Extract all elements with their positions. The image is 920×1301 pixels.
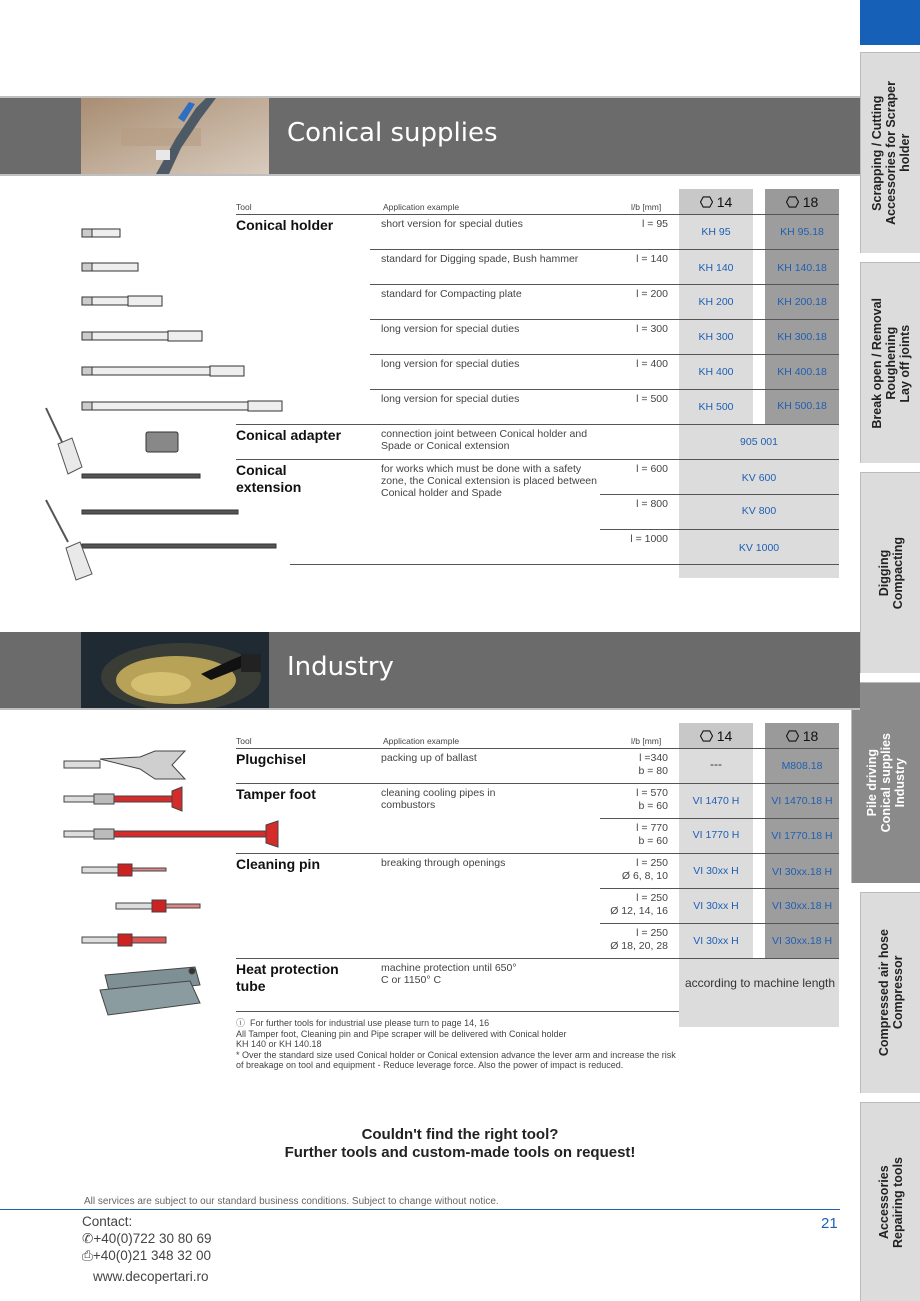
- note-line: For further tools for industrial use please turn to page 14, 16: [250, 1018, 490, 1028]
- code-heat: according to machine length: [684, 976, 836, 990]
- conical-photo: [81, 98, 269, 174]
- hexagon-icon: [700, 730, 713, 742]
- phone-row: [82, 1231, 212, 1247]
- tool-heat-protection-tube: Heat protection tube: [236, 961, 339, 994]
- conical-tools-illustration: [40, 222, 290, 582]
- application-text: breaking through openings: [381, 857, 506, 869]
- column-merged-bg: [753, 958, 839, 1027]
- top-blue-tab: [860, 0, 920, 45]
- divider: [0, 708, 860, 710]
- length-value: l = 400: [636, 358, 668, 370]
- row-line: [600, 818, 839, 819]
- disclaimer: All services are subject to our standard business conditions. Subject to change without notice.: [84, 1196, 499, 1207]
- column-14-bg: [679, 189, 753, 578]
- row-line: [370, 319, 839, 320]
- row-line: [236, 1011, 679, 1012]
- diameter-value: Ø 6, 8, 10: [621, 870, 668, 882]
- row-line: [236, 214, 839, 215]
- code-18: KH 400.18: [777, 366, 827, 378]
- length-value: l = 250: [636, 927, 668, 939]
- tool-cleaning-pin: Cleaning pin: [236, 856, 320, 872]
- tab-scrapping[interactable]: Scrapping / Cutting Accessories for Scraper holder: [860, 52, 920, 253]
- code-18: KH 500.18: [777, 400, 827, 412]
- row-line: [236, 853, 839, 854]
- phone-icon: ✆: [82, 1231, 94, 1246]
- application-text: for works which must be done with a safety zone, the Conical extension is placed between Conical holder and Spade: [381, 463, 597, 499]
- code-extension: KV 600: [741, 472, 777, 484]
- section-title: Conical supplies: [287, 118, 498, 148]
- code-18: VI 1770.18 H: [771, 830, 833, 842]
- code-18: VI 30xx.18 H: [771, 935, 833, 947]
- header-tool: Tool: [236, 736, 252, 746]
- width-value: b = 60: [638, 835, 668, 847]
- code-14: VI 1470 H: [692, 795, 740, 807]
- row-line: [370, 249, 839, 250]
- tab-compressed-air[interactable]: Compressed air hose Compressor: [860, 892, 920, 1093]
- code-18: KH 140.18: [777, 262, 827, 274]
- length-value: l = 500: [636, 393, 668, 405]
- info-icon: ⓘ: [236, 1018, 246, 1028]
- tab-accessories[interactable]: Accessories Repairing tools: [860, 1102, 920, 1301]
- header-length: l/b [mm]: [631, 202, 662, 212]
- fax-icon: ⎙: [82, 1248, 93, 1263]
- application-text: long version for special duties: [381, 393, 520, 405]
- tab-pile-driving[interactable]: Pile driving Conical supplies Industry: [851, 682, 920, 883]
- row-line: [370, 284, 839, 285]
- code-extension: KV 1000: [738, 542, 780, 554]
- length-value: l = 1000: [630, 533, 668, 545]
- section-banner-conical: [0, 98, 860, 174]
- diameter-value: Ø 18, 20, 28: [610, 940, 668, 952]
- code-18: VI 30xx.18 H: [771, 900, 833, 912]
- header-tool: Tool: [236, 202, 252, 212]
- column-header-18: 18: [765, 189, 839, 215]
- application-text: standard for Compacting plate: [381, 288, 522, 300]
- note-line: All Tamper foot, Cleaning pin and Pipe scraper will be delivered with Conical holder: [236, 1028, 567, 1039]
- row-line: [236, 424, 839, 425]
- width-value: b = 60: [638, 800, 668, 812]
- industry-tools-illustration: [60, 745, 280, 1020]
- industry-photo: [81, 632, 269, 708]
- application-text: long version for special duties: [381, 358, 520, 370]
- column-header-14: 14: [679, 189, 753, 215]
- application-text: packing up of ballast: [381, 752, 477, 764]
- application-text: long version for special duties: [381, 323, 520, 335]
- code-14: VI 30xx H: [693, 900, 739, 912]
- header-application: Application example: [383, 202, 460, 212]
- tool-conical-extension: Conical extension: [236, 462, 302, 495]
- code-adapter: 905 001: [740, 436, 778, 448]
- length-value: l = 800: [636, 498, 668, 510]
- code-14: KH 95: [701, 226, 731, 238]
- row-line: [236, 748, 839, 749]
- section-title: Industry: [287, 652, 394, 682]
- code-14: KH 200: [698, 296, 734, 308]
- row-line: [600, 923, 839, 924]
- length-value: l =340: [639, 752, 668, 764]
- tab-break-open[interactable]: Break open / Removal Roughening Lay off joints: [860, 262, 920, 463]
- row-line: [290, 564, 839, 565]
- fax-number: +40(0)21 348 32 00: [92, 1248, 212, 1263]
- tool-conical-adapter: Conical adapter: [236, 427, 342, 443]
- tool-conical-holder: Conical holder: [236, 217, 334, 233]
- application-text: connection joint between Conical holder and Spade or Conical extension: [381, 428, 588, 452]
- column-header-14: 14: [679, 723, 753, 749]
- website-link[interactable]: www.decopertari.ro: [93, 1269, 209, 1284]
- length-value: l = 300: [636, 323, 668, 335]
- application-text: short version for special duties: [381, 218, 523, 230]
- footer-divider: [0, 1209, 840, 1210]
- page-number: 21: [821, 1215, 838, 1232]
- code-18: VI 1470.18 H: [771, 795, 833, 807]
- length-value: l = 95: [642, 218, 668, 230]
- code-14: VI 30xx H: [693, 865, 739, 877]
- note-line: KH 140 or KH 140.18: [236, 1039, 322, 1049]
- length-value: l = 200: [636, 288, 668, 300]
- code-14: KH 500: [698, 401, 734, 413]
- note-line: * Over the standard size used Conical holder or Conical extension advance the lever arm and increase the risk of breakage on tool and equipment - Reduce leverage force. Also the power of impact is reduced.: [236, 1049, 676, 1070]
- length-value: l = 140: [636, 253, 668, 265]
- header-application: Application example: [383, 736, 460, 746]
- width-value: b = 80: [638, 765, 668, 777]
- contact-label: Contact:: [82, 1214, 133, 1229]
- code-18: KH 300.18: [777, 331, 827, 343]
- row-line: [600, 888, 839, 889]
- application-text: cleaning cooling pipes in combustors: [381, 787, 496, 811]
- row-line: [236, 958, 839, 959]
- tool-tamper-foot: Tamper foot: [236, 786, 316, 802]
- row-line: [600, 494, 839, 495]
- header-length: l/b [mm]: [631, 736, 662, 746]
- row-line: [370, 389, 839, 390]
- code-18: M808.18: [781, 760, 823, 772]
- code-14: VI 30xx H: [693, 935, 739, 947]
- cta-line-2: Further tools and custom-made tools on request!: [284, 1144, 636, 1161]
- code-14: ---: [710, 757, 722, 771]
- row-line: [370, 354, 839, 355]
- code-extension: KV 800: [741, 505, 777, 517]
- cta-line-1: Couldn't find the right tool?: [361, 1126, 559, 1143]
- code-18: VI 30xx.18 H: [771, 866, 833, 878]
- length-value: l = 770: [636, 822, 668, 834]
- diameter-value: Ø 12, 14, 16: [610, 905, 668, 917]
- length-value: l = 570: [636, 787, 668, 799]
- column-header-18: 18: [765, 723, 839, 749]
- length-value: l = 250: [636, 857, 668, 869]
- code-14: VI 1770 H: [692, 829, 740, 841]
- hexagon-icon: [700, 196, 713, 208]
- code-14: KH 300: [698, 331, 734, 343]
- code-18: KH 95.18: [780, 226, 824, 238]
- tab-digging[interactable]: Digging Compacting: [860, 472, 920, 673]
- footnotes: [236, 1018, 681, 1071]
- phone-number[interactable]: +40(0)722 30 80 69: [93, 1231, 212, 1246]
- length-value: l = 600: [636, 463, 668, 475]
- divider: [0, 174, 860, 176]
- application-text: standard for Digging spade, Bush hammer: [381, 253, 579, 265]
- application-text: machine protection until 650° C or 1150° C: [381, 962, 517, 986]
- code-14: KH 140: [698, 262, 734, 274]
- section-banner-industry: [0, 632, 860, 708]
- row-line: [236, 783, 839, 784]
- tool-plugchisel: Plugchisel: [236, 751, 307, 767]
- code-18: KH 200.18: [777, 296, 827, 308]
- hexagon-icon: [786, 196, 799, 208]
- row-line: [236, 459, 839, 460]
- row-line: [600, 529, 839, 530]
- code-14: KH 400: [698, 366, 734, 378]
- length-value: l = 250: [636, 892, 668, 904]
- hexagon-icon: [786, 730, 799, 742]
- fax-row: [82, 1248, 211, 1264]
